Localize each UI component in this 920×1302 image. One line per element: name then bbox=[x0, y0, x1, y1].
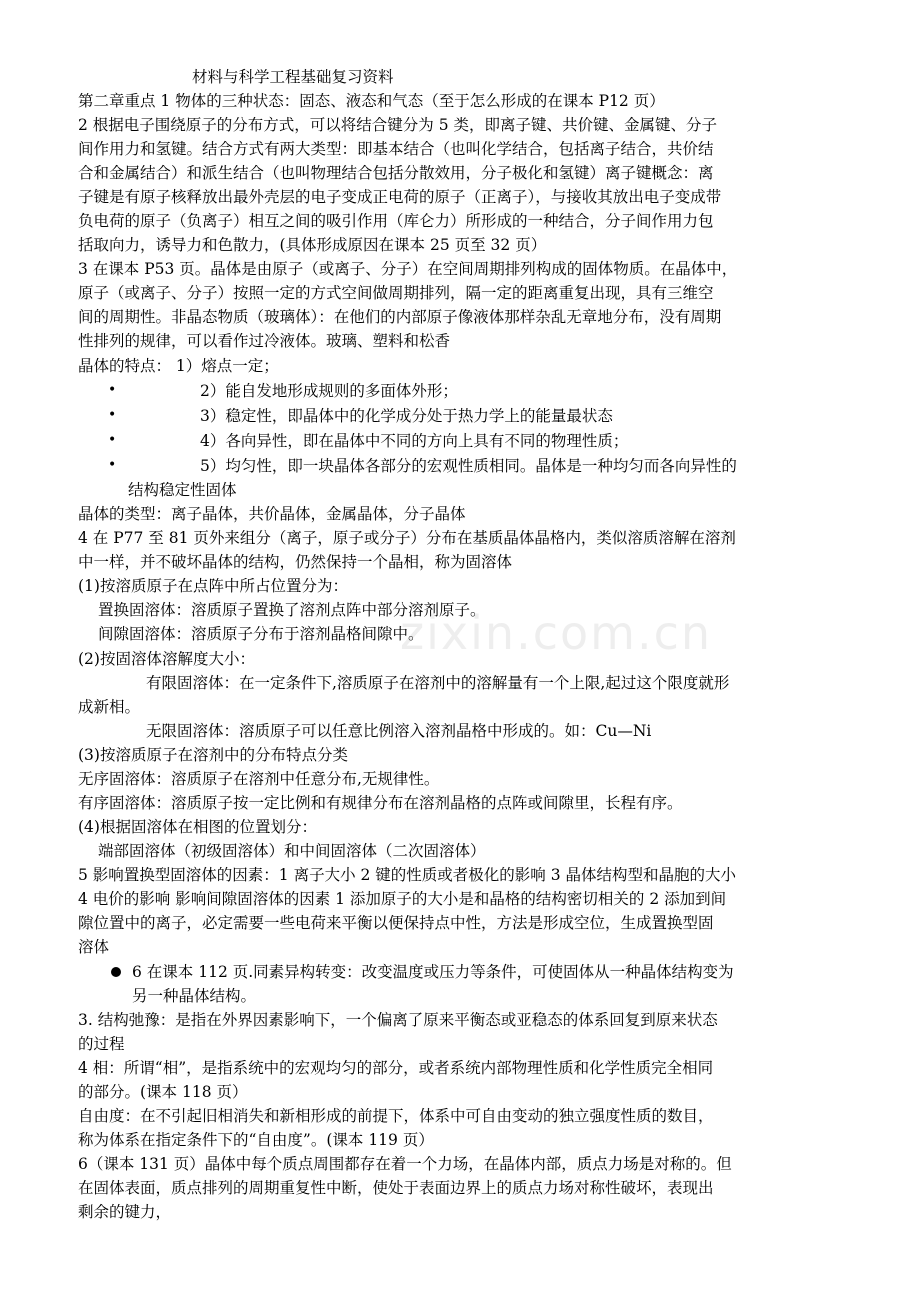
list-item: 6 在课本 112 页.同素异构转变：改变温度或压力等条件，可使固体从一种晶体结构变为 bbox=[132, 963, 734, 981]
text-line: 3 在课本 P53 页。晶体是由原子（或离子、分子）在空间周期排列构成的固体物质。在晶体中， bbox=[78, 260, 738, 278]
list-item: 2）能自发地形成规则的多面体外形； bbox=[200, 382, 458, 400]
text-line: 2 根据电子围绕原子的分布方式，可以将结合键分为 5 类，即离子键、共价键、金属键、分子 bbox=[78, 116, 718, 134]
text-line: 剩余的键力， bbox=[78, 1203, 172, 1221]
text-line: 溶体 bbox=[78, 938, 110, 956]
text-line: 隙位置中的离子，必定需要一些电荷来平衡以便保持点中性，方法是形成空位，生成置换型固 bbox=[78, 914, 714, 932]
bullet-icon: • bbox=[108, 432, 117, 448]
text-line: 有序固溶体：溶质原子按一定比例和有规律分布在溶剂晶格的点阵或间隙里，长程有序。 bbox=[78, 794, 683, 812]
text-line: 置换固溶体：溶质原子置换了溶剂点阵中部分溶剂原子。 bbox=[98, 601, 486, 619]
list-item: 5）均匀性，即一块晶体各部分的宏观性质相同。晶体是一种均匀而各向异性的 bbox=[200, 457, 737, 475]
text-line: 负电荷的原子（负离子）相互之间的吸引作用（库仑力）所形成的一种结合，分子间作用力包 bbox=[78, 212, 714, 230]
text-line: (3)按溶质原子在溶剂中的分布特点分类 bbox=[78, 746, 348, 764]
text-line: 合和金属结合）和派生结合（也叫物理结合包括分散效用，分子极化和氢键）离子键概念：离 bbox=[78, 164, 714, 182]
text-line: 4 电价的影响 影响间隙固溶体的因素 1 添加原子的大小是和晶格的结构密切相关的 2 添加到间 bbox=[78, 890, 727, 908]
list-item-continuation: 结构稳定性固体 bbox=[128, 481, 237, 499]
bullet-icon: • bbox=[108, 382, 117, 398]
text-line: 无限固溶体：溶质原子可以任意比例溶入溶剂晶格中形成的。如：Cu—Ni bbox=[146, 722, 652, 740]
text-line: 中一样，并不破坏晶体的结构，仍然保持一个晶相，称为固溶体 bbox=[78, 553, 513, 571]
text-line: 称为体系在指定条件下的“自由度”。(课本 119 页） bbox=[78, 1131, 434, 1149]
text-line: 有限固溶体：在一定条件下,溶质原子在溶剂中的溶解量有一个上限,起过这个限度就形 bbox=[146, 674, 730, 692]
bullet-dot-icon bbox=[111, 967, 121, 977]
text-line: 原子（或离子、分子）按照一定的方式空间做周期排列，隔一定的距离重复出现，具有三维空 bbox=[78, 284, 714, 302]
text-line: 第二章重点 1 物体的三种状态：固态、液态和气态（至于怎么形成的在课本 P12 页） bbox=[78, 92, 665, 110]
text-line: 3. 结构弛豫：是指在外界因素影响下，一个偏离了原来平衡态或亚稳态的体系回复到原来状态 bbox=[78, 1011, 718, 1029]
text-line: 晶体的类型：离子晶体，共价晶体，金属晶体，分子晶体 bbox=[78, 505, 466, 523]
text-line: (1)按溶质原子在点阵中所占位置分为： bbox=[78, 577, 348, 595]
list-item: 3）稳定性，即晶体中的化学成分处于热力学上的能量最状态 bbox=[200, 407, 613, 425]
bullet-icon: • bbox=[108, 457, 117, 473]
document-title: 材料与科学工程基础复习资料 bbox=[192, 68, 394, 86]
bullet-icon: • bbox=[108, 407, 117, 423]
text-line: 成新相。 bbox=[78, 698, 141, 716]
text-line: 晶体的特点： 1）熔点一定； bbox=[78, 357, 279, 375]
text-line: 自由度：在不引起旧相消失和新相形成的前提下，体系中可自由变动的独立强度性质的数目， bbox=[78, 1107, 714, 1125]
text-line: 无序固溶体：溶质原子在溶剂中任意分布,无规律性。 bbox=[78, 770, 440, 788]
text-line: 间的周期性。非晶态物质（玻璃体）：在他们的内部原子像液体那样杂乱无章地分布，没有周期 bbox=[78, 308, 722, 326]
text-line: 性排列的规律，可以看作过冷液体。玻璃、塑料和松香 bbox=[78, 332, 451, 350]
text-line: 5 影响置换型固溶体的因素：1 离子大小 2 键的性质或者极化的影响 3 晶体结构型和晶胞的大小 bbox=[78, 866, 737, 884]
text-line: 的部分。(课本 118 页） bbox=[78, 1083, 248, 1101]
list-item-continuation: 另一种晶体结构。 bbox=[132, 987, 257, 1005]
text-line: 4 相：所谓“相”，是指系统中的宏观均匀的部分，或者系统内部物理性质和化学性质完全相同 bbox=[78, 1059, 714, 1077]
text-line: 端部固溶体（初级固溶体）和中间固溶体（二次固溶体） bbox=[98, 842, 486, 860]
text-line: 的过程 bbox=[78, 1035, 125, 1053]
text-line: 子键是有原子核释放出最外壳层的电子变成正电荷的原子（正离子），与接收其放出电子变成带 bbox=[78, 188, 722, 206]
text-line: 6（课本 131 页）晶体中每个质点周围都存在着一个力场，在晶体内部，质点力场是对称的。但 bbox=[78, 1155, 732, 1173]
text-line: 4 在 P77 至 81 页外来组分（离子，原子或分子）分布在基质晶体晶格内，类似溶质溶解在溶剂 bbox=[78, 529, 736, 547]
text-line: 在固体表面，质点排列的周期重复性中断，使处于表面边界上的质点力场对称性破坏，表现出 bbox=[78, 1179, 714, 1197]
text-line: 间作用力和氢键。结合方式有两大类型：即基本结合（也叫化学结合，包括离子结合，共价结 bbox=[78, 140, 714, 158]
list-item: 4）各向异性，即在晶体中不同的方向上具有不同的物理性质； bbox=[200, 432, 629, 450]
watermark: zixin.com.cn bbox=[400, 606, 713, 660]
text-line: 括取向力，诱导力和色散力，(具体形成原因在课本 25 页至 32 页） bbox=[78, 236, 547, 254]
text-line: 间隙固溶体：溶质原子分布于溶剂晶格间隙中。 bbox=[98, 625, 424, 643]
text-line: (4)根据固溶体在相图的位置划分： bbox=[78, 818, 317, 836]
text-line: (2)按固溶体溶解度大小： bbox=[78, 650, 255, 668]
